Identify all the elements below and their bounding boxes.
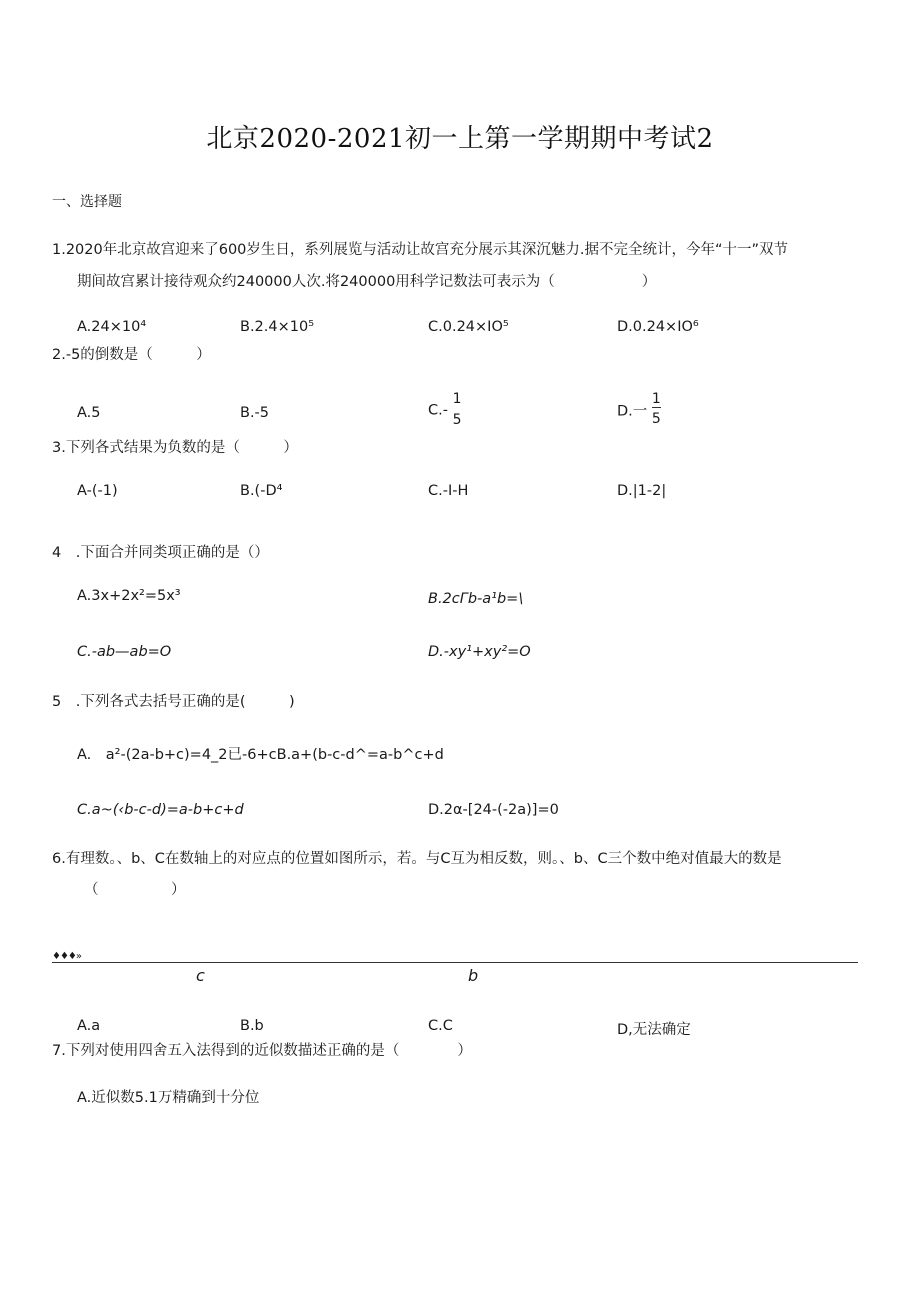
question-6-option-c: C.C xyxy=(428,1018,453,1034)
question-6-line-1: 6.有理数。、b、C在数轴上的对应点的位置如图所示，若。与C互为相反数，则。、b、C三个数中绝对值最大的数是 xyxy=(52,851,782,867)
number-line-label-b: b xyxy=(468,966,479,985)
question-5-option-c: C.a~(‹b-c-d)=a-b+c+d xyxy=(77,802,244,818)
question-4-option-c: C.-ab—ab=O xyxy=(77,644,172,660)
question-1-option-a: A.24×10⁴ xyxy=(77,319,147,335)
question-1-line-1: 1.2020年北京故宫迎来了600岁生日，系列展览与活动让故宫充分展示其深沉魅力.据不完全统计，今年“十一”双节 xyxy=(52,242,789,258)
section-heading: 一、选择题 xyxy=(52,194,122,210)
fraction xyxy=(453,392,462,429)
question-5-option-a-b: A. a²-(2a-b+c)=4_2已-6+cB.a+(b-c-d^=a-b^c+d xyxy=(77,747,444,763)
number-line-marker: ♦♦♦» xyxy=(52,951,82,962)
question-6-option-d: D,无法确定 xyxy=(617,1022,691,1038)
question-3: 3.下列各式结果为负数的是（ ） xyxy=(52,440,298,456)
fraction-numerator: 1 xyxy=(452,391,462,407)
number-line-axis xyxy=(52,962,858,963)
number-line-label-c: c xyxy=(196,966,205,985)
question-3-option-b: B.(-D⁴ xyxy=(240,483,283,499)
question-4: 4 .下面合并同类项正确的是（） xyxy=(52,545,269,561)
option-d-prefix: D.一 xyxy=(617,403,648,420)
question-4-option-b: B.2cΓb-a¹b=\ xyxy=(428,591,524,607)
question-1-option-c: C.0.24×IO⁵ xyxy=(428,319,509,335)
question-7: 7.下列对使用四舍五入法得到的近似数描述正确的是（ ） xyxy=(52,1043,472,1059)
fraction-numerator: 1 xyxy=(651,391,661,407)
question-2-option-b: B.-5 xyxy=(240,405,270,421)
question-1-line-2: 期间故宫累计接待观众约240000人次.将240000用科学记数法可表示为（ ） xyxy=(77,274,657,290)
question-1-option-b: B.2.4×10⁵ xyxy=(240,319,315,335)
fraction-denominator: 5 xyxy=(452,412,462,429)
question-5: 5 .下列各式去括号正确的是( ) xyxy=(52,694,295,710)
question-2-option-c xyxy=(428,392,462,429)
question-3-option-a: A-(-1) xyxy=(77,483,118,499)
page-title: 北京2020-2021初一上第一学期期中考试2 xyxy=(206,124,714,154)
question-1-option-d: D.0.24×IO⁶ xyxy=(617,319,699,335)
option-c-prefix: C.- xyxy=(428,402,448,419)
question-2-option-a: A.5 xyxy=(77,405,101,421)
question-4-option-d: D.-xy¹+xy²=O xyxy=(428,644,531,660)
question-4-option-a: A.3x+2x²=5x³ xyxy=(77,588,181,604)
fraction xyxy=(652,392,661,428)
question-7-option-a: A.近似数5.1万精确到十分位 xyxy=(77,1090,260,1106)
question-6-option-a: A.a xyxy=(77,1018,101,1034)
question-3-option-d: D.|1-2| xyxy=(617,483,667,499)
fraction-denominator: 5 xyxy=(651,411,661,428)
question-6-line-2: （ ） xyxy=(84,882,186,898)
question-6-option-b: B.b xyxy=(240,1018,264,1034)
question-5-option-d: D.2α-[24-(-2a)]=0 xyxy=(428,802,559,818)
question-2: 2.-5的倒数是（ ） xyxy=(52,347,211,363)
question-2-option-d xyxy=(617,392,661,428)
question-3-option-c: C.-I-H xyxy=(428,483,469,499)
